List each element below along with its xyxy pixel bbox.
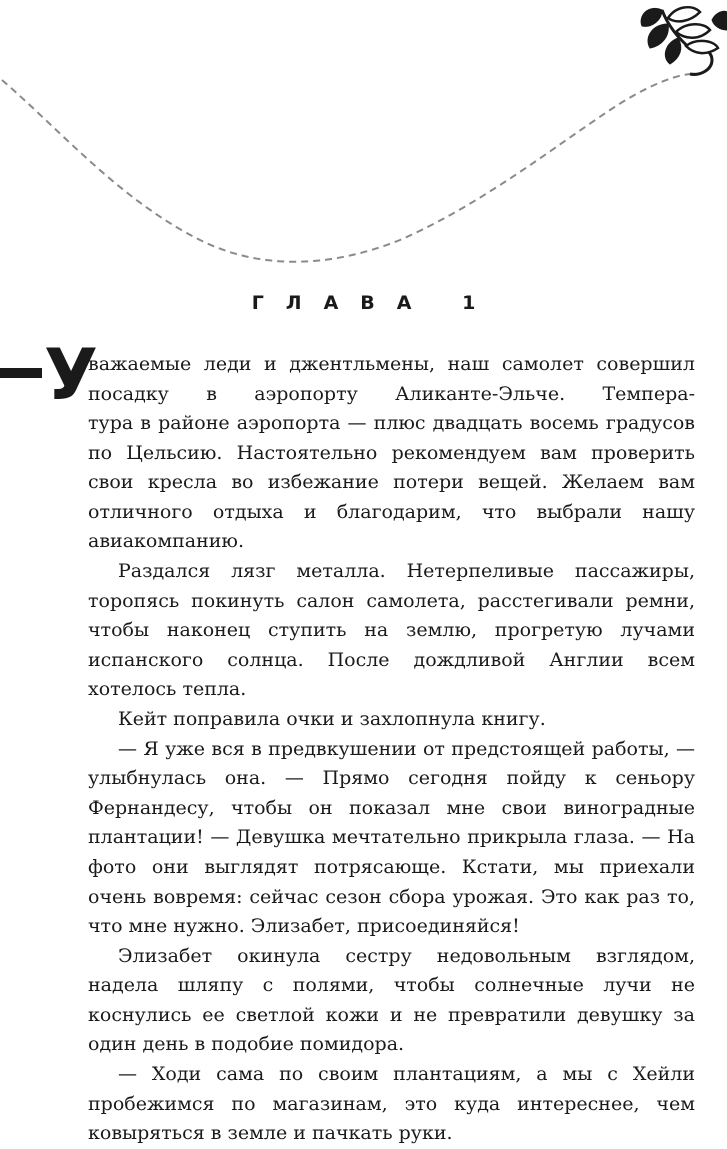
paragraph-5: Элизабет окинула сестру недовольным взглядом, надела шляпу с полями, чтобы солнечные лучи не коснулись ее светлой кожи и не превратили девушку за один день в подобие помидора. xyxy=(88,944,695,1056)
dropcap-letter: У xyxy=(44,334,98,416)
dropcap xyxy=(0,334,98,416)
chapter-title: ГЛАВА 1 xyxy=(251,292,498,314)
paragraph-3: Кейт поправила очки и захлопнула книгу. xyxy=(118,707,546,730)
paragraph-4: — Я уже вся в предвкушении от предстоящей работы, — улыбнулась она. — Прямо сегодня пойду к сеньору Фернандесу, чтобы он показал мне свои виноградные плантации! — Девушка мечтательно прикрыла глаза. — На фото они выглядят потрясающе. Кстати, мы приехали очень вовремя: сейчас сезон сбора урожая. Это как раз то, что мне нужно. Элизабет, присоединяйся! xyxy=(88,737,695,938)
paragraph-2: Раздался лязг металла. Нетерпеливые пассажиры, торопясь покинуть салон самолета, расстегивали ремни, чтобы наконец ступить на землю, прогретую лучами испанского солнца. После дождливой Англии всем хотелось тепла. xyxy=(88,559,695,701)
dashed-curve xyxy=(2,74,690,262)
dropcap-dash xyxy=(0,368,42,378)
chapter-ornament xyxy=(0,0,727,280)
paragraph-1-head: важаемые леди и джентльмены, наш самолет совершил посадку в аэропорту Аликанте-Эльче. Темпера- xyxy=(88,353,695,405)
paragraph-6: — Ходи сама по своим плантациям, а мы с Хейли пробежимся по магазинам, это куда интереснее, чем ковыряться в земле и пачкать руки. xyxy=(88,1063,695,1145)
paragraph-1-tail: тура в районе аэропорта — плюс двадцать восемь градусов по Цельсию. Настоятельно рекомендуем вам проверить свои кресла во избежание потери вещей. Желаем вам отличного отдыха и благодарим, что выбрали нашу авиакомпанию. xyxy=(88,412,695,553)
opening-lines xyxy=(88,350,695,410)
body-text xyxy=(88,409,695,1149)
leaf-branch-icon xyxy=(641,7,727,74)
